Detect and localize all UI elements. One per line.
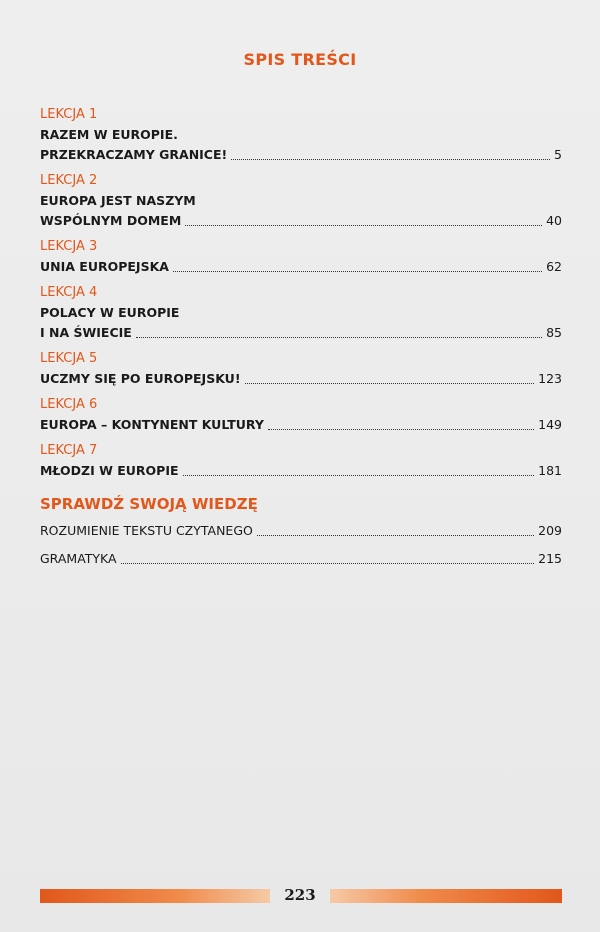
footer-bar-left xyxy=(40,889,270,903)
leader-dots xyxy=(136,337,542,338)
lesson-label: LEKCJA 4 xyxy=(40,285,98,300)
lesson-title: RAZEM W EUROPIE. xyxy=(40,127,178,142)
lesson-title: UNIA EUROPEJSKA xyxy=(40,259,169,274)
lesson-title: POLACY W EUROPIE xyxy=(40,305,180,320)
lesson-title: EUROPA JEST NASZYM xyxy=(40,193,196,208)
lesson-title: PRZEKRACZAMY GRANICE! xyxy=(40,147,228,162)
leader-dots xyxy=(173,271,542,272)
entry-title: ROZUMIENIE TEKSTU CZYTANEGO xyxy=(40,523,253,538)
leader-dots xyxy=(257,535,534,536)
page-ref: 123 xyxy=(538,371,562,386)
lesson-label: LEKCJA 2 xyxy=(40,173,98,188)
leader-dots xyxy=(183,475,535,476)
page-number: 223 xyxy=(284,886,316,904)
toc-entry-grammar[interactable] xyxy=(40,549,562,569)
leader-dots xyxy=(121,563,535,564)
lesson-label: LEKCJA 6 xyxy=(40,397,98,412)
section-heading: SPRAWDŹ SWOJĄ WIEDZĘ xyxy=(40,495,258,513)
page-ref: 62 xyxy=(546,259,562,274)
lesson-label: LEKCJA 1 xyxy=(40,107,98,122)
lesson-title-line xyxy=(40,369,562,389)
footer-bar-right xyxy=(330,889,562,903)
lesson-title: EUROPA – KONTYNENT KULTURY xyxy=(40,417,264,432)
page-ref: 149 xyxy=(538,417,562,432)
lesson-title-line xyxy=(40,125,562,145)
table-of-contents xyxy=(40,105,562,577)
lesson-label: LEKCJA 3 xyxy=(40,239,98,254)
lesson-title: I NA ŚWIECIE xyxy=(40,325,132,340)
toc-lesson-1[interactable] xyxy=(40,105,562,165)
toc-entry-reading[interactable] xyxy=(40,521,562,541)
lesson-title-line xyxy=(40,191,562,211)
lesson-title-line xyxy=(40,303,562,323)
entry-title: GRAMATYKA xyxy=(40,551,117,566)
leader-dots xyxy=(268,429,534,430)
toc-lesson-7[interactable] xyxy=(40,441,562,481)
lesson-title-line xyxy=(40,415,562,435)
lesson-title-line xyxy=(40,145,562,165)
lesson-title: UCZMY SIĘ PO EUROPEJSKU! xyxy=(40,371,241,386)
lesson-title-line xyxy=(40,257,562,277)
page-ref: 209 xyxy=(538,523,562,538)
toc-lesson-4[interactable] xyxy=(40,283,562,343)
page-ref: 5 xyxy=(554,147,562,162)
toc-lesson-2[interactable] xyxy=(40,171,562,231)
lesson-title: MŁODZI W EUROPIE xyxy=(40,463,179,478)
page-ref: 40 xyxy=(546,213,562,228)
page-ref: 215 xyxy=(538,551,562,566)
toc-lesson-6[interactable] xyxy=(40,395,562,435)
leader-dots xyxy=(245,383,535,384)
leader-dots xyxy=(231,159,550,160)
toc-lesson-5[interactable] xyxy=(40,349,562,389)
lesson-label: LEKCJA 7 xyxy=(40,443,98,458)
page-ref: 181 xyxy=(538,463,562,478)
lesson-title-line xyxy=(40,211,562,231)
lesson-title-line xyxy=(40,323,562,343)
toc-lesson-3[interactable] xyxy=(40,237,562,277)
page-title: SPIS TREŚCI xyxy=(243,50,357,69)
leader-dots xyxy=(185,225,542,226)
lesson-title: WSPÓLNYM DOMEM xyxy=(40,213,182,228)
page-ref: 85 xyxy=(546,325,562,340)
lesson-title-line xyxy=(40,461,562,481)
lesson-label: LEKCJA 5 xyxy=(40,351,98,366)
